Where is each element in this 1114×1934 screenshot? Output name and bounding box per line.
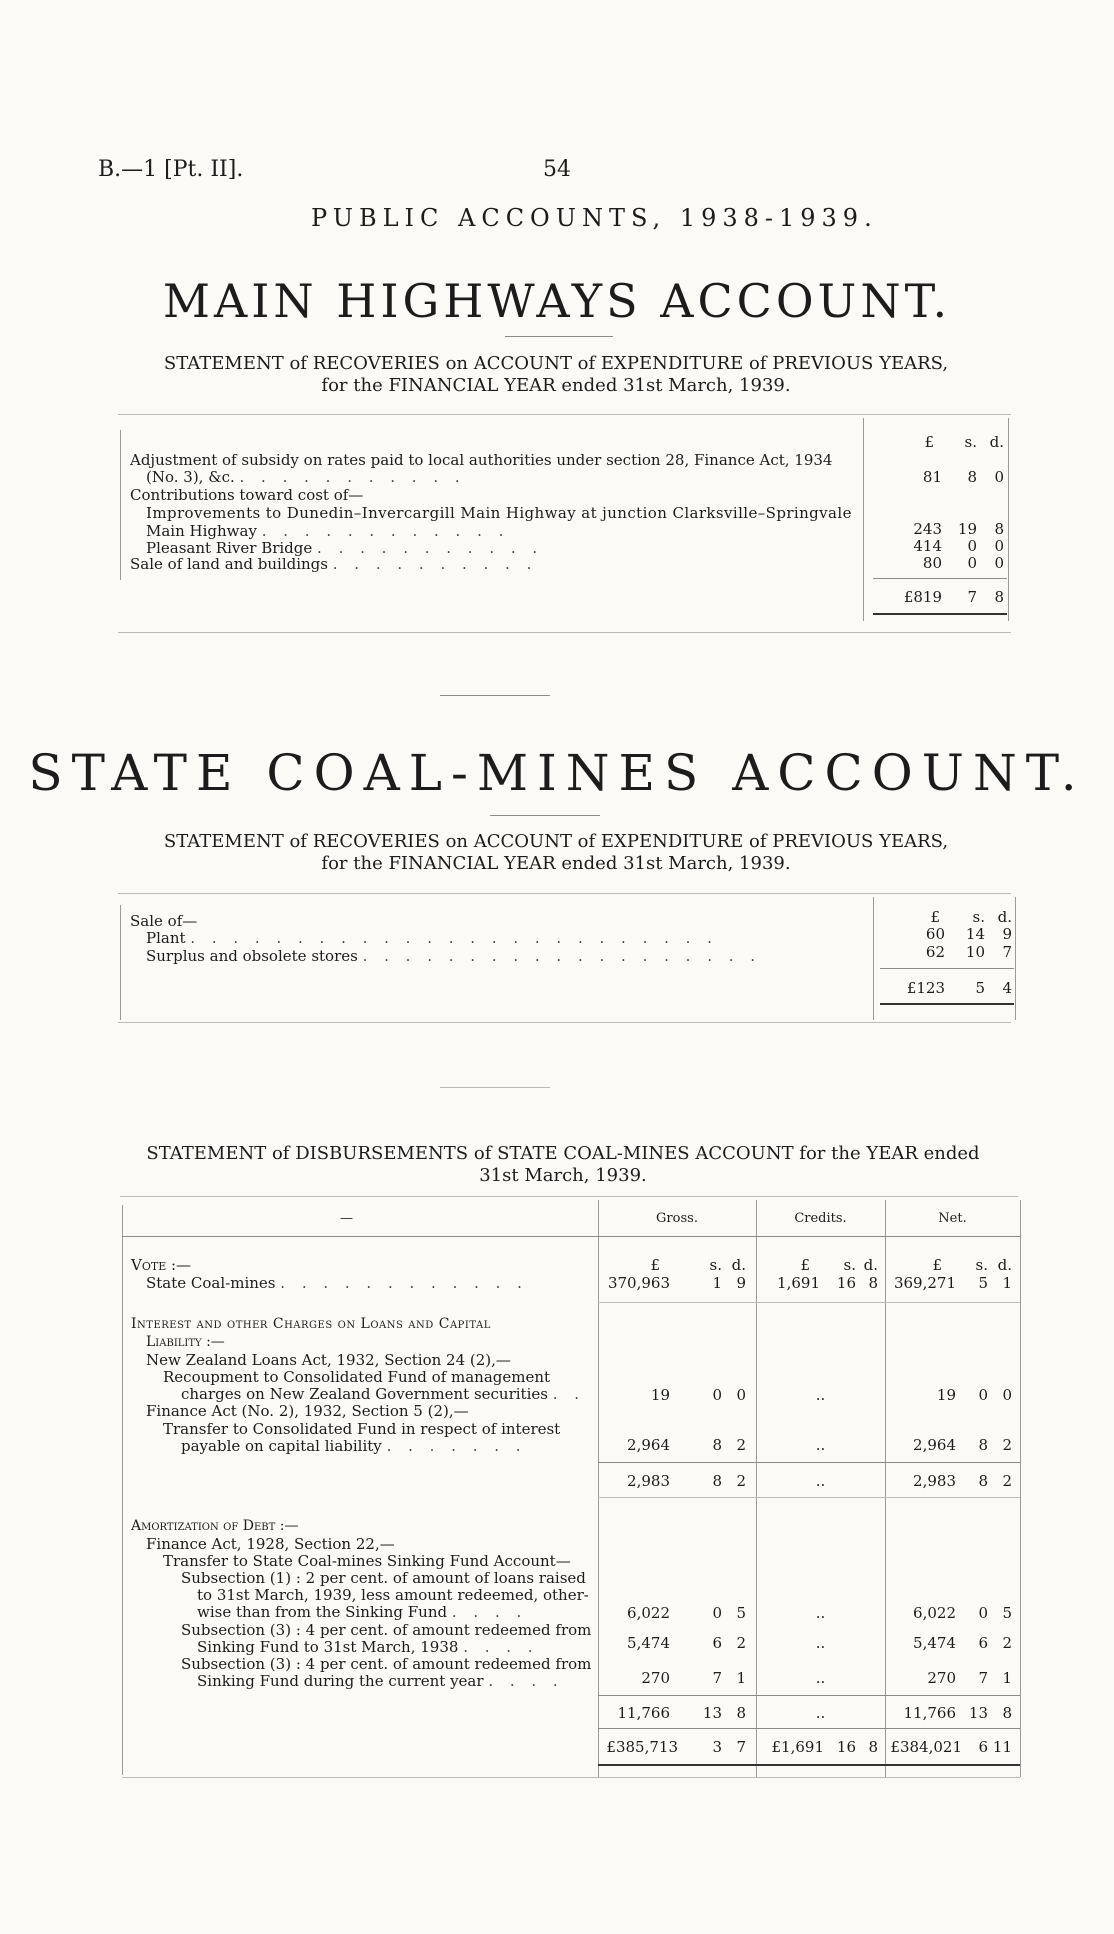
disb-grand-net-s: 6 — [978, 1738, 988, 1756]
disb-interest-sub-gross-s: 8 — [712, 1472, 722, 1490]
highways-row-pence: 0 — [994, 468, 1004, 486]
highways-row-pence: 0 — [994, 554, 1004, 572]
coal-col-shillings: s. — [972, 908, 985, 926]
highways-row-pence: 0 — [994, 537, 1004, 555]
coal-total-double-rule — [880, 1003, 1014, 1005]
disb-amort-heading: Amortization of Debt :— — [131, 1518, 299, 1534]
disb-transfer-text: payable on capital liability . . . . . . . — [181, 1437, 527, 1455]
disb-sub3a-gross-l: 5,474 — [627, 1634, 670, 1652]
disb-grand-rule — [598, 1728, 1020, 1729]
disb-vote-gross-d: 9 — [736, 1274, 746, 1292]
disb-net-d-head: d. — [997, 1256, 1012, 1274]
coal-row-pounds: 62 — [925, 943, 945, 961]
highways-row-text: Improvements to Dunedin–Invercargill Main Highway at junction Clarksville–Springvale — [146, 504, 852, 522]
disb-amort-sub-net-l: 11,766 — [903, 1704, 956, 1722]
coal-heading: Sale of— — [130, 912, 198, 930]
disb-table-bottom-rule — [122, 1777, 1020, 1778]
disb-vote-gross-s: 1 — [712, 1274, 722, 1292]
section-separator — [440, 1087, 550, 1088]
highways-row-pounds: 81 — [922, 468, 942, 486]
disb-col-gross: Gross. — [656, 1211, 698, 1226]
disb-recoup-credits: .. — [815, 1386, 826, 1404]
disb-amort-transfer: Transfer to State Coal-mines Sinking Fund Account— — [163, 1552, 571, 1570]
disb-recoup-net-s: 0 — [978, 1386, 988, 1404]
page-ref: B.—1 [Pt. II]. — [98, 157, 244, 182]
disb-gross-d-head: d. — [731, 1256, 746, 1274]
coal-left-rule — [120, 905, 121, 1020]
disb-sub1-gross-s: 0 — [712, 1604, 722, 1622]
highways-right-rule — [1008, 418, 1009, 621]
disb-sub3a-text: Subsection (3) : 4 per cent. of amount redeemed from — [181, 1621, 592, 1639]
disb-sub1-net-s: 0 — [978, 1604, 988, 1622]
page-number: 54 — [543, 157, 571, 182]
highways-subtitle-2: for the FINANCIAL YEAR ended 31st March, 1939. — [321, 375, 791, 396]
highways-total-rule — [873, 578, 1007, 579]
disb-sub3b-gross-s: 7 — [712, 1669, 722, 1687]
disb-sub1-text: to 31st March, 1939, less amount redeemed, other- — [197, 1586, 589, 1604]
disb-sub1-net-l: 6,022 — [913, 1604, 956, 1622]
disb-recoup-text: charges on New Zealand Government securities . . — [181, 1385, 586, 1403]
highways-total-pounds: £819 — [903, 588, 942, 606]
highways-total-double-rule — [873, 613, 1007, 615]
disb-sub3a-credits: .. — [815, 1634, 826, 1652]
disb-vote-item: State Coal-mines . . . . . . . . . . . . — [146, 1274, 528, 1292]
highways-row-text: Pleasant River Bridge . . . . . . . . . . . — [146, 539, 544, 557]
disb-vote-net-s: 5 — [978, 1274, 988, 1292]
highways-table-top-rule — [118, 414, 1011, 415]
disb-sub3a-gross-s: 6 — [712, 1634, 722, 1652]
coal-table-bottom-rule — [118, 1022, 1011, 1023]
disb-header-rule — [122, 1236, 1020, 1237]
coal-col-pence: d. — [997, 908, 1012, 926]
disb-gross-divider — [598, 1200, 599, 1777]
disb-sub1-net-d: 5 — [1002, 1604, 1012, 1622]
disb-recoup-net-l: 19 — [936, 1386, 956, 1404]
disb-sub1-credits: .. — [815, 1604, 826, 1622]
coal-total-rule — [880, 968, 1014, 969]
disb-recoup-gross-d: 0 — [736, 1386, 746, 1404]
highways-col-pounds: £ — [924, 433, 934, 451]
disb-amort-sub-gross-l: 11,766 — [617, 1704, 670, 1722]
disb-sub3b-text: Sinking Fund during the current year . . . . — [197, 1672, 564, 1690]
disb-transfer-gross-l: 2,964 — [627, 1436, 670, 1454]
disb-sub1-gross-l: 6,022 — [627, 1604, 670, 1622]
disb-sub3b-net-s: 7 — [978, 1669, 988, 1687]
disb-vote-credits-l: 1,691 — [777, 1274, 820, 1292]
disb-gross-l-head: £ — [650, 1256, 660, 1274]
disb-transfer-text: Transfer to Consolidated Fund in respect of interest — [163, 1420, 561, 1438]
highways-table-bottom-rule — [118, 632, 1011, 633]
disb-sub1-text: wise than from the Sinking Fund . . . . — [197, 1603, 528, 1621]
coal-table-top-rule — [118, 893, 1011, 894]
coal-title: STATE COAL-MINES ACCOUNT. — [28, 744, 1086, 802]
disb-amort-sub-gross-d: 8 — [736, 1704, 746, 1722]
disb-net-l-head: £ — [932, 1256, 942, 1274]
coal-total-pounds: £123 — [906, 979, 945, 997]
disb-transfer-net-l: 2,964 — [913, 1436, 956, 1454]
highways-row-shillings: 0 — [967, 554, 977, 572]
disb-amort-act: Finance Act, 1928, Section 22,— — [146, 1535, 395, 1553]
coal-right-rule — [1015, 897, 1016, 1020]
disb-credits-l-head: £ — [800, 1256, 810, 1274]
disb-amort-sub-rule — [598, 1695, 1020, 1696]
disb-interest-sub-bottom-rule — [598, 1497, 1020, 1498]
disb-credits-d-head: d. — [863, 1256, 878, 1274]
highways-row-shillings: 8 — [967, 468, 977, 486]
disb-transfer-net-d: 2 — [1002, 1436, 1012, 1454]
highways-row-pounds: 243 — [913, 520, 942, 538]
disb-interest-sub-net-d: 2 — [1002, 1472, 1012, 1490]
coal-row-pounds: 60 — [925, 925, 945, 943]
disb-grand-credits-l: £1,691 — [771, 1738, 824, 1756]
highways-title-rule — [505, 336, 613, 337]
coal-row-shillings: 14 — [965, 925, 985, 943]
highways-row-shillings: 19 — [957, 520, 977, 538]
disb-col-desc: — — [340, 1211, 353, 1226]
disb-nz-act: New Zealand Loans Act, 1932, Section 24 (2),— — [146, 1351, 511, 1369]
disb-interest-heading: Interest and other Charges on Loans and Capital — [131, 1316, 491, 1332]
coal-row-shillings: 10 — [965, 943, 985, 961]
disb-transfer-credits: .. — [815, 1436, 826, 1454]
disb-vote-credits-s: 16 — [836, 1274, 856, 1292]
disb-net-divider — [885, 1200, 886, 1777]
section-separator — [440, 695, 550, 696]
running-title: PUBLIC ACCOUNTS, 1938-1939. — [311, 204, 878, 232]
disb-vote-credits-d: 8 — [868, 1274, 878, 1292]
disb-left-rule — [122, 1205, 123, 1775]
coal-row-pence: 7 — [1002, 943, 1012, 961]
highways-subtitle-1: STATEMENT of RECOVERIES on ACCOUNT of EXPENDITURE of PREVIOUS YEARS, — [163, 353, 949, 374]
disb-sub3b-text: Subsection (3) : 4 per cent. of amount redeemed from — [181, 1655, 592, 1673]
disb-interest-sub-gross-l: 2,983 — [627, 1472, 670, 1490]
disb-sub3b-gross-d: 1 — [736, 1669, 746, 1687]
disb-credits-s-head: s. — [843, 1256, 856, 1274]
highways-total-pence: 8 — [994, 588, 1004, 606]
disb-amort-sub-net-d: 8 — [1002, 1704, 1012, 1722]
highways-row-text: Adjustment of subsidy on rates paid to local authorities under section 28, Finance Act, 1934 — [130, 451, 833, 469]
coal-row-text: Surplus and obsolete stores . . . . . . . . . . . . . . . . . . . — [146, 947, 762, 965]
coal-total-shillings: 5 — [975, 979, 985, 997]
disb-sub3b-credits: .. — [815, 1669, 826, 1687]
coal-amount-divider — [873, 897, 874, 1020]
disb-table-top-rule — [120, 1196, 1018, 1197]
disb-interest-sub-rule — [598, 1462, 1020, 1463]
disb-col-net: Net. — [938, 1211, 967, 1226]
disb-sub3a-text: Sinking Fund to 31st March, 1938 . . . . — [197, 1638, 539, 1656]
highways-row-text: Main Highway . . . . . . . . . . . . — [146, 522, 510, 540]
highways-total-shillings: 7 — [967, 588, 977, 606]
disb-grand-double-rule — [598, 1764, 1020, 1766]
disb-amort-sub-net-s: 13 — [968, 1704, 988, 1722]
disb-vote-net-d: 1 — [1002, 1274, 1012, 1292]
disb-recoup-net-d: 0 — [1002, 1386, 1012, 1404]
disb-vote-gross-l: 370,963 — [607, 1274, 670, 1292]
highways-row-text: Contributions toward cost of— — [130, 486, 364, 504]
disb-sub3a-gross-d: 2 — [736, 1634, 746, 1652]
disb-transfer-gross-d: 2 — [736, 1436, 746, 1454]
disb-col-credits: Credits. — [794, 1211, 847, 1226]
disb-sub3a-net-l: 5,474 — [913, 1634, 956, 1652]
disb-grand-gross-l: £385,713 — [606, 1738, 678, 1756]
disb-sub1-gross-d: 5 — [736, 1604, 746, 1622]
coal-row-pence: 9 — [1002, 925, 1012, 943]
highways-col-shillings: s. — [964, 433, 977, 451]
highways-row-pence: 8 — [994, 520, 1004, 538]
highways-row-text: (No. 3), &c. . . . . . . . . . . . — [146, 468, 466, 486]
disb-vote-net-l: 369,271 — [893, 1274, 956, 1292]
disb-transfer-net-s: 8 — [978, 1436, 988, 1454]
disb-grand-credits-s: 16 — [836, 1738, 856, 1756]
disb-sub3b-net-d: 1 — [1002, 1669, 1012, 1687]
disb-grand-credits-d: 8 — [868, 1738, 878, 1756]
disb-interest-sub-net-s: 8 — [978, 1472, 988, 1490]
disb-grand-net-l: £384,021 — [890, 1738, 962, 1756]
disb-sub1-text: Subsection (1) : 2 per cent. of amount of loans raised — [181, 1569, 586, 1587]
disb-title-2: 31st March, 1939. — [479, 1165, 647, 1186]
disb-grand-net-d: 11 — [992, 1738, 1012, 1756]
disb-grand-gross-d: 7 — [736, 1738, 746, 1756]
disb-vote-rule — [598, 1302, 1020, 1303]
highways-col-pence: d. — [989, 433, 1004, 451]
disb-interest-sub-credits: .. — [815, 1472, 826, 1490]
disb-right-rule — [1020, 1200, 1021, 1777]
highways-row-pounds: 80 — [922, 554, 942, 572]
disb-amort-sub-credits: .. — [815, 1704, 826, 1722]
disb-interest-sub-gross-d: 2 — [736, 1472, 746, 1490]
disb-recoup-text: Recoupment to Consolidated Fund of management — [163, 1368, 551, 1386]
coal-subtitle-2: for the FINANCIAL YEAR ended 31st March, 1939. — [321, 853, 791, 874]
disb-transfer-gross-s: 8 — [712, 1436, 722, 1454]
disb-sub3a-net-s: 6 — [978, 1634, 988, 1652]
disb-sub3b-net-l: 270 — [927, 1669, 956, 1687]
disb-sub3b-gross-l: 270 — [641, 1669, 670, 1687]
disb-net-s-head: s. — [975, 1256, 988, 1274]
highways-row-shillings: 0 — [967, 537, 977, 555]
disb-vote-heading: Vote :— — [131, 1256, 192, 1274]
disb-title-1: STATEMENT of DISBURSEMENTS of STATE COAL-MINES ACCOUNT for the YEAR ended — [146, 1143, 980, 1164]
disb-recoup-gross-l: 19 — [650, 1386, 670, 1404]
disb-recoup-gross-s: 0 — [712, 1386, 722, 1404]
disb-fin-act: Finance Act (No. 2), 1932, Section 5 (2),— — [146, 1402, 469, 1420]
disb-interest-heading: Liability :— — [146, 1334, 225, 1350]
highways-amount-divider — [863, 418, 864, 621]
coal-total-pence: 4 — [1002, 979, 1012, 997]
disb-interest-sub-net-l: 2,983 — [913, 1472, 956, 1490]
coal-title-rule — [490, 815, 600, 816]
coal-row-text: Plant . . . . . . . . . . . . . . . . . . . . . . . . . — [146, 929, 718, 947]
disb-gross-s-head: s. — [709, 1256, 722, 1274]
disb-grand-gross-s: 3 — [712, 1738, 722, 1756]
highways-row-pounds: 414 — [913, 537, 942, 555]
disb-amort-sub-gross-s: 13 — [702, 1704, 722, 1722]
disb-sub3a-net-d: 2 — [1002, 1634, 1012, 1652]
highways-row-text: Sale of land and buildings . . . . . . . . . . — [130, 555, 538, 573]
highways-left-rule — [120, 430, 121, 580]
coal-subtitle-1: STATEMENT of RECOVERIES on ACCOUNT of EXPENDITURE of PREVIOUS YEARS, — [163, 831, 949, 852]
highways-title: MAIN HIGHWAYS ACCOUNT. — [162, 274, 952, 328]
coal-col-pounds: £ — [930, 908, 940, 926]
